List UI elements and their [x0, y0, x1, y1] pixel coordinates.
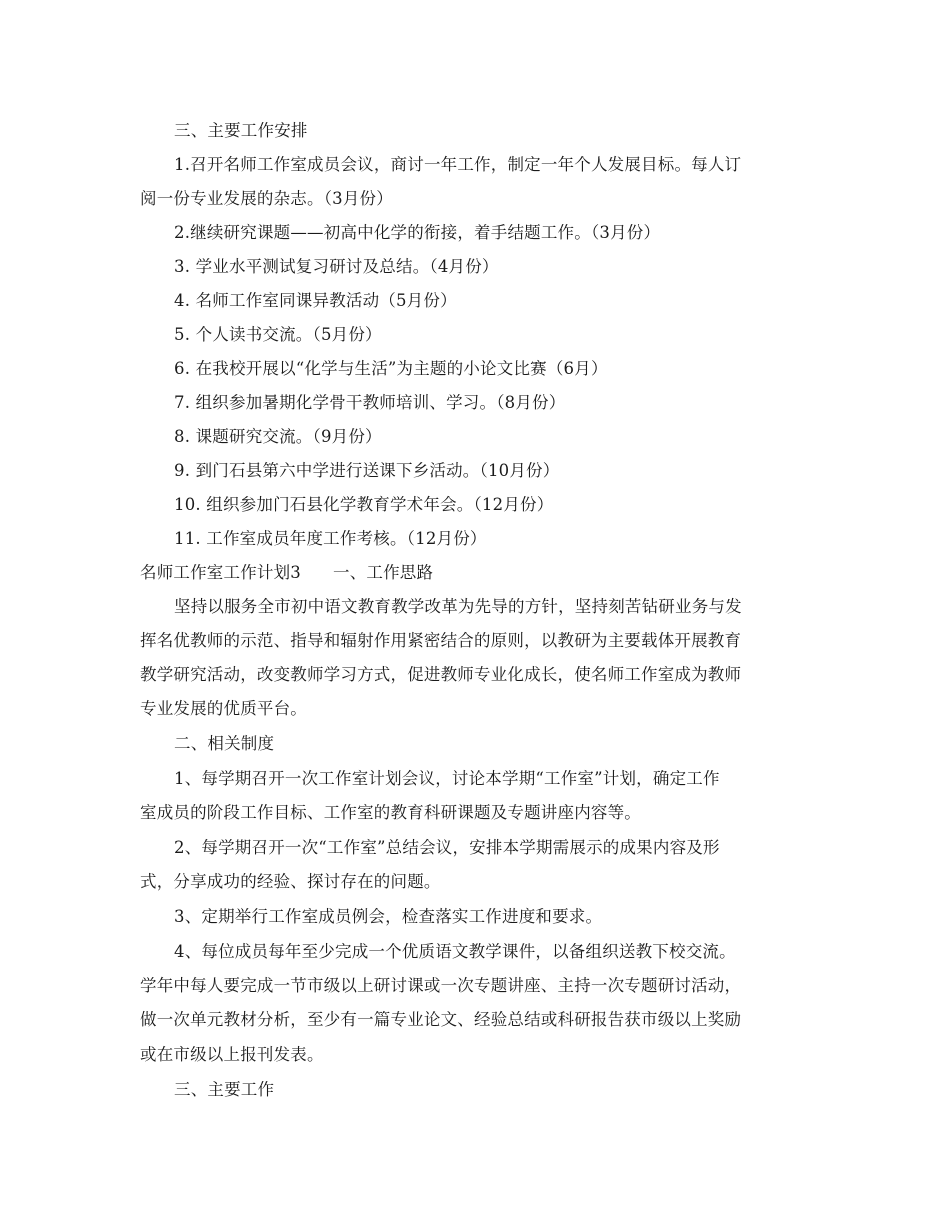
- list-item: 2.继续研究课题——初高中化学的衔接，着手结题工作。（3月份）: [174, 223, 661, 242]
- paragraph-line: 专业发展的优质平台。: [140, 699, 307, 718]
- section-heading: 三、主要工作: [174, 1080, 275, 1099]
- list-item: 4. 名师工作室同课异教活动（5月份）: [174, 291, 457, 310]
- section-heading: 三、主要工作安排: [174, 121, 308, 140]
- paragraph-line: 室成员的阶段工作目标、工作室的教育科研课题及专题讲座内容等。: [140, 803, 641, 822]
- paragraph-line: 式，分享成功的经验、探讨存在的问题。: [140, 872, 441, 891]
- section-heading: 一、工作思路: [333, 563, 434, 582]
- list-item: 3. 学业水平测试复习研讨及总结。（4月份）: [174, 257, 499, 276]
- paragraph-line: 1、每学期召开一次工作室计划会议，讨论本学期“工作室”计划，确定工作: [174, 769, 720, 788]
- paragraph-line: 教学研究活动，改变教师学习方式，促进教师专业化成长，使名师工作室成为教师: [140, 665, 742, 684]
- paragraph-line: 学年中每人要完成一节市级以上研讨课或一次专题讲座、主持一次专题研讨活动，: [140, 976, 742, 995]
- list-item: 10. 组织参加门石县化学教育学术年会。（12月份）: [174, 495, 554, 514]
- plan-title: 名师工作室工作计划3: [140, 563, 301, 582]
- paragraph-line: 或在市级以上报刊发表。: [140, 1045, 324, 1064]
- paragraph-line: 阅一份专业发展的杂志。（3月份）: [140, 189, 393, 208]
- list-item: 11. 工作室成员年度工作考核。（12月份）: [174, 529, 487, 548]
- list-item: 6. 在我校开展以“化学与生活”为主题的小论文比赛（6月）: [174, 359, 608, 378]
- paragraph-line: 挥名优教师的示范、指导和辐射作用紧密结合的原则，以教研为主要载体开展教育: [140, 631, 742, 650]
- list-item: 7. 组织参加暑期化学骨干教师培训、学习。（8月份）: [174, 393, 566, 412]
- paragraph-line: 1.召开名师工作室成员会议，商讨一年工作，制定一年个人发展目标。每人订: [174, 155, 742, 174]
- list-item: 9. 到门石县第六中学进行送课下乡活动。（10月份）: [174, 461, 560, 480]
- paragraph-line: 做一次单元教材分析，至少有一篇专业论文、经验总结或科研报告获市级以上奖励: [140, 1010, 742, 1029]
- section-heading: 二、相关制度: [174, 734, 275, 753]
- paragraph-line: 2、每学期召开一次“工作室”总结会议，安排本学期需展示的成果内容及形: [174, 838, 720, 857]
- paragraph-line: 4、每位成员每年至少完成一个优质语文教学课件，以备组织送教下校交流。: [174, 942, 736, 961]
- paragraph-line: 坚持以服务全市初中语文教育教学改革为先导的方针，坚持刻苦钻研业务与发: [174, 597, 742, 616]
- list-item: 8. 课题研究交流。（9月份）: [174, 427, 382, 446]
- list-item: 5. 个人读书交流。（5月份）: [174, 325, 382, 344]
- plan-title-line: [140, 556, 812, 590]
- paragraph-line: 3、定期举行工作室成员例会，检查落实工作进度和要求。: [174, 907, 603, 926]
